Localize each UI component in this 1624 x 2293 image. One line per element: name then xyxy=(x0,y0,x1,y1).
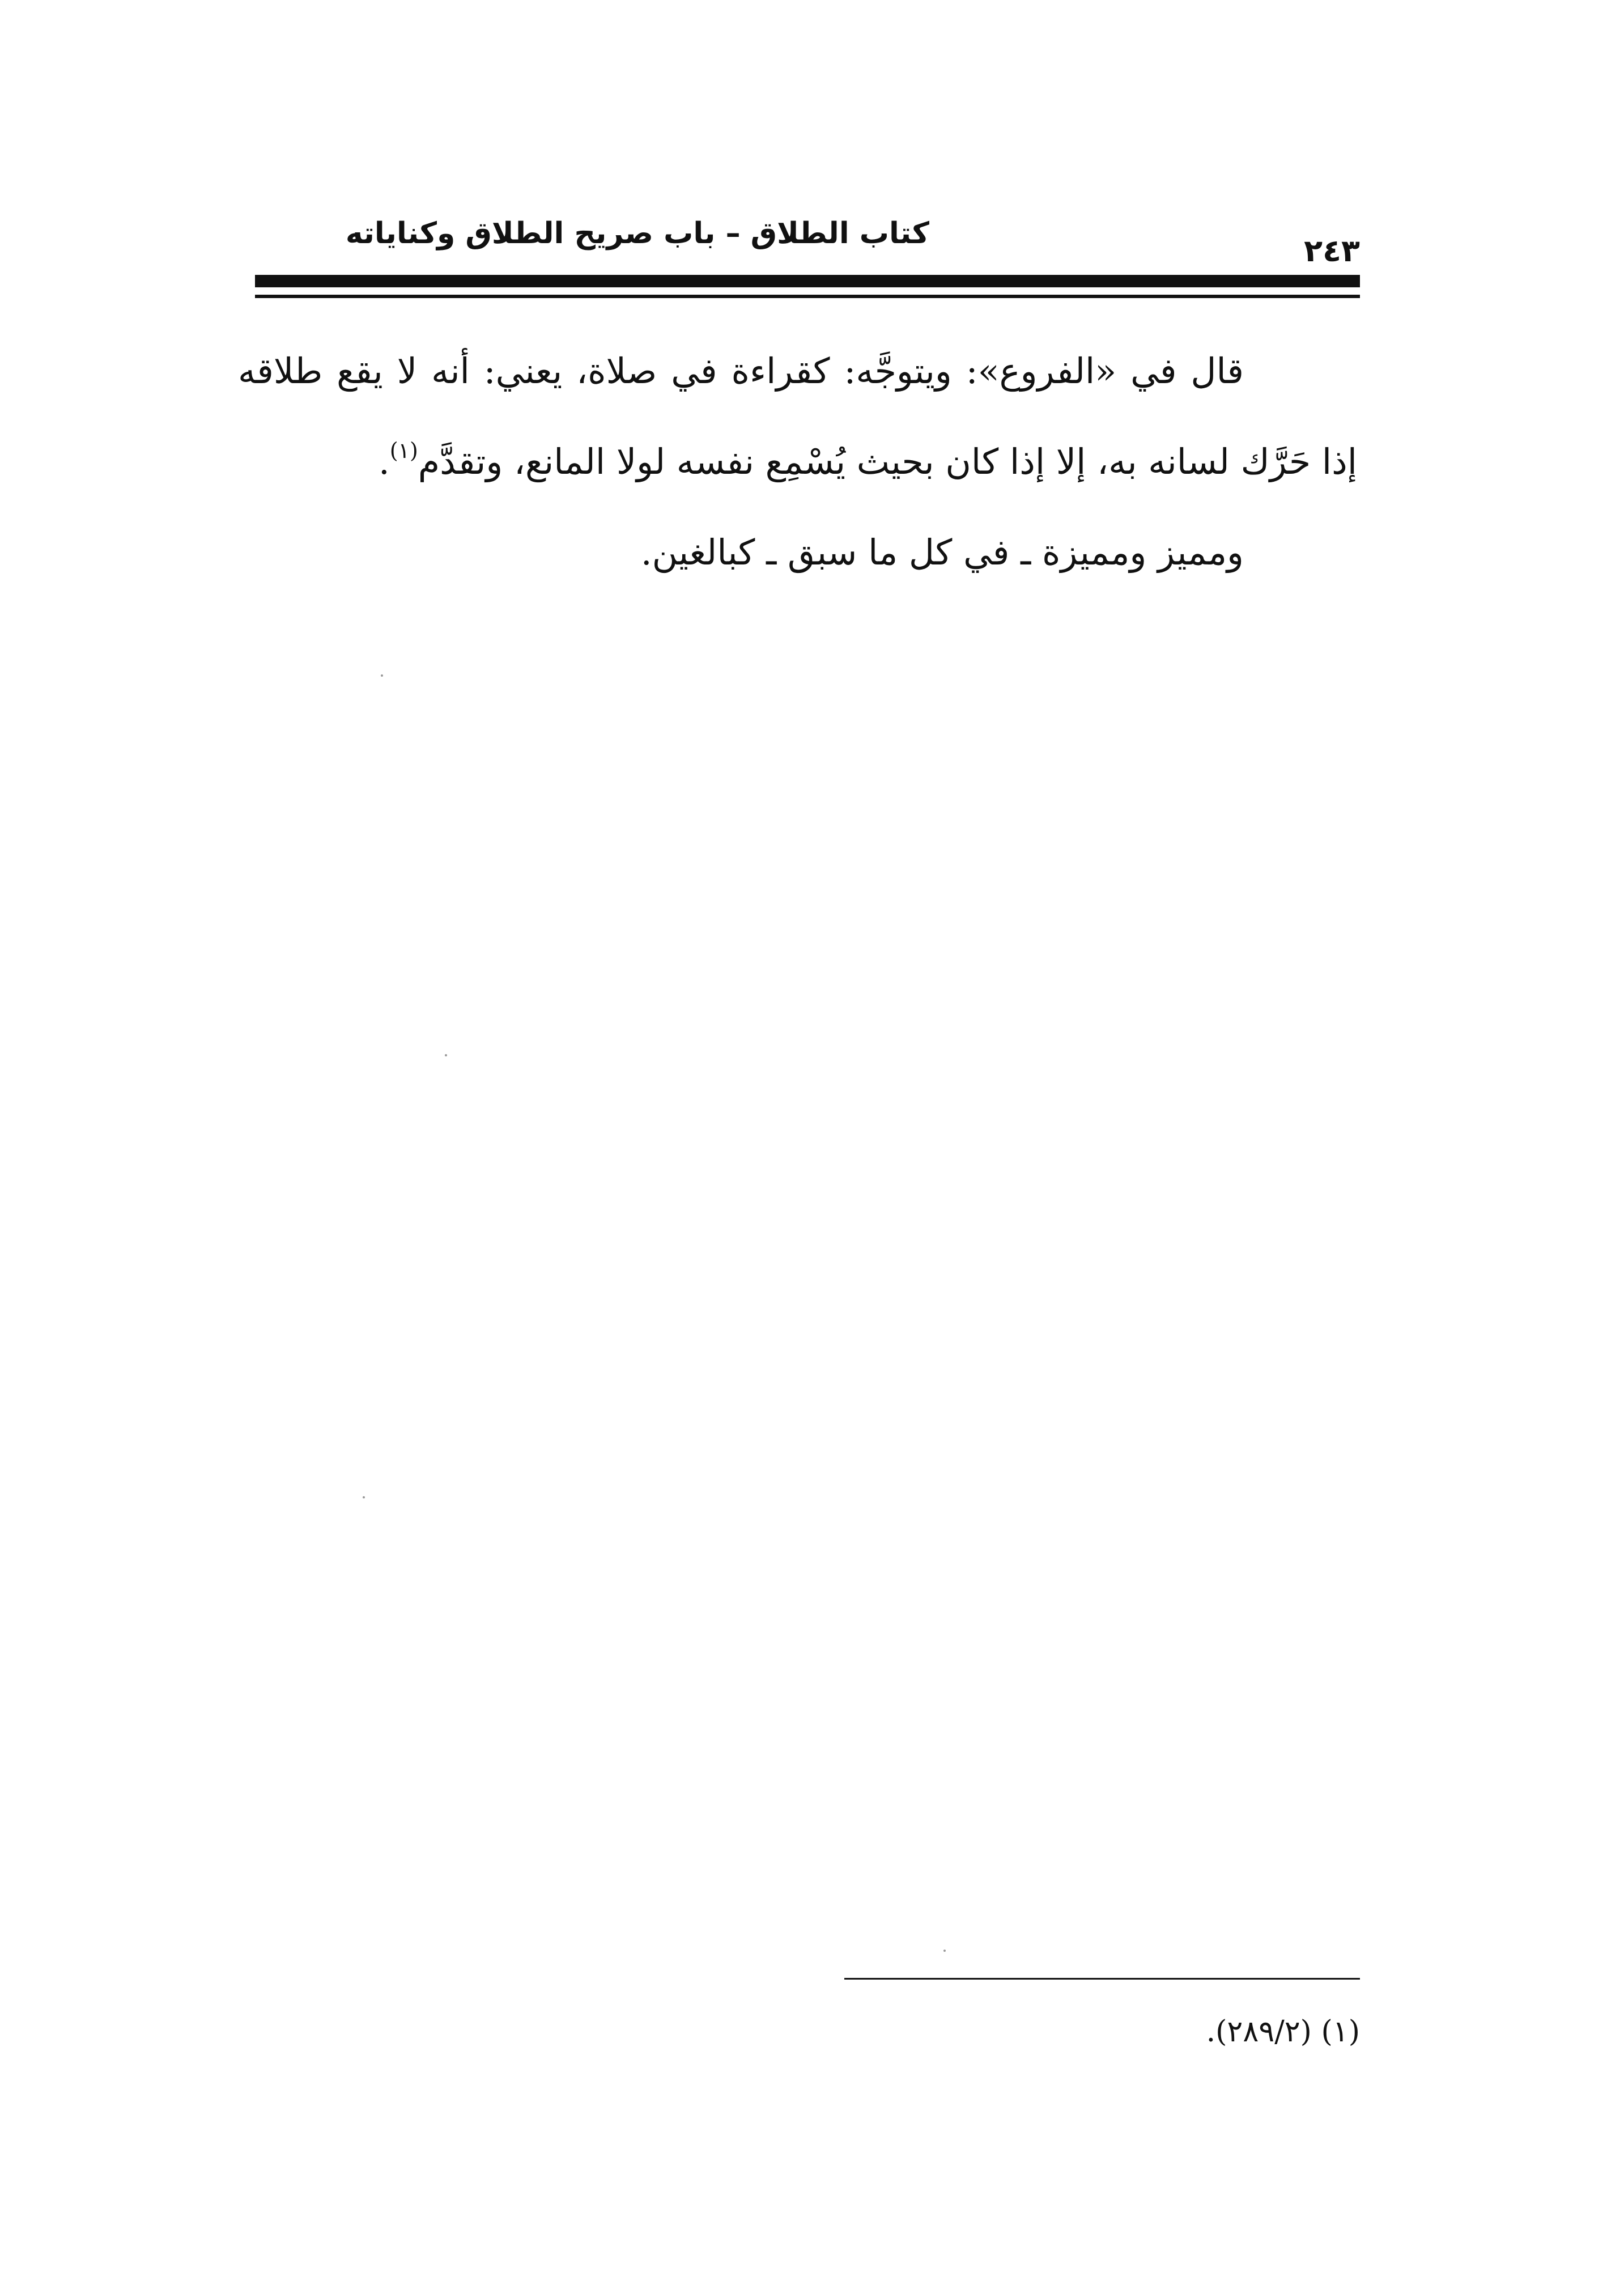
scan-speck xyxy=(943,1950,946,1952)
running-title: كتاب الطلاق – باب صريح الطلاق وكناياته xyxy=(345,216,929,250)
page-number: ٢٤٣ xyxy=(1304,233,1360,269)
footnote-1: (١) (٢٨٩/٢). xyxy=(1206,2015,1360,2049)
scan-speck xyxy=(445,1054,447,1056)
body-text xyxy=(238,326,1357,598)
footnote-separator xyxy=(844,1978,1360,1980)
paragraph-1-end: . xyxy=(379,441,390,482)
scan-speck xyxy=(363,1496,365,1498)
header-rule-thick xyxy=(255,275,1360,287)
header-rule-thin xyxy=(255,295,1360,298)
paragraph-2: ومميز ومميزة ـ في كل ما سبق ـ كبالغين. xyxy=(640,532,1244,573)
paragraph-1 xyxy=(238,326,1357,507)
paragraph-1-text: قال في «الفروع»: ويتوجَّه: كقراءة في صلاة، يعني: أنه لا يقع طلاقه إذا حَرَّك لسانه به، إلا إذا كان بحيث يُسْمِع نفسه لولا المانع، وتقدَّم xyxy=(238,350,1357,482)
footnote-reference: (١) xyxy=(389,438,418,463)
page-header xyxy=(255,213,1360,269)
scan-speck xyxy=(381,674,383,677)
